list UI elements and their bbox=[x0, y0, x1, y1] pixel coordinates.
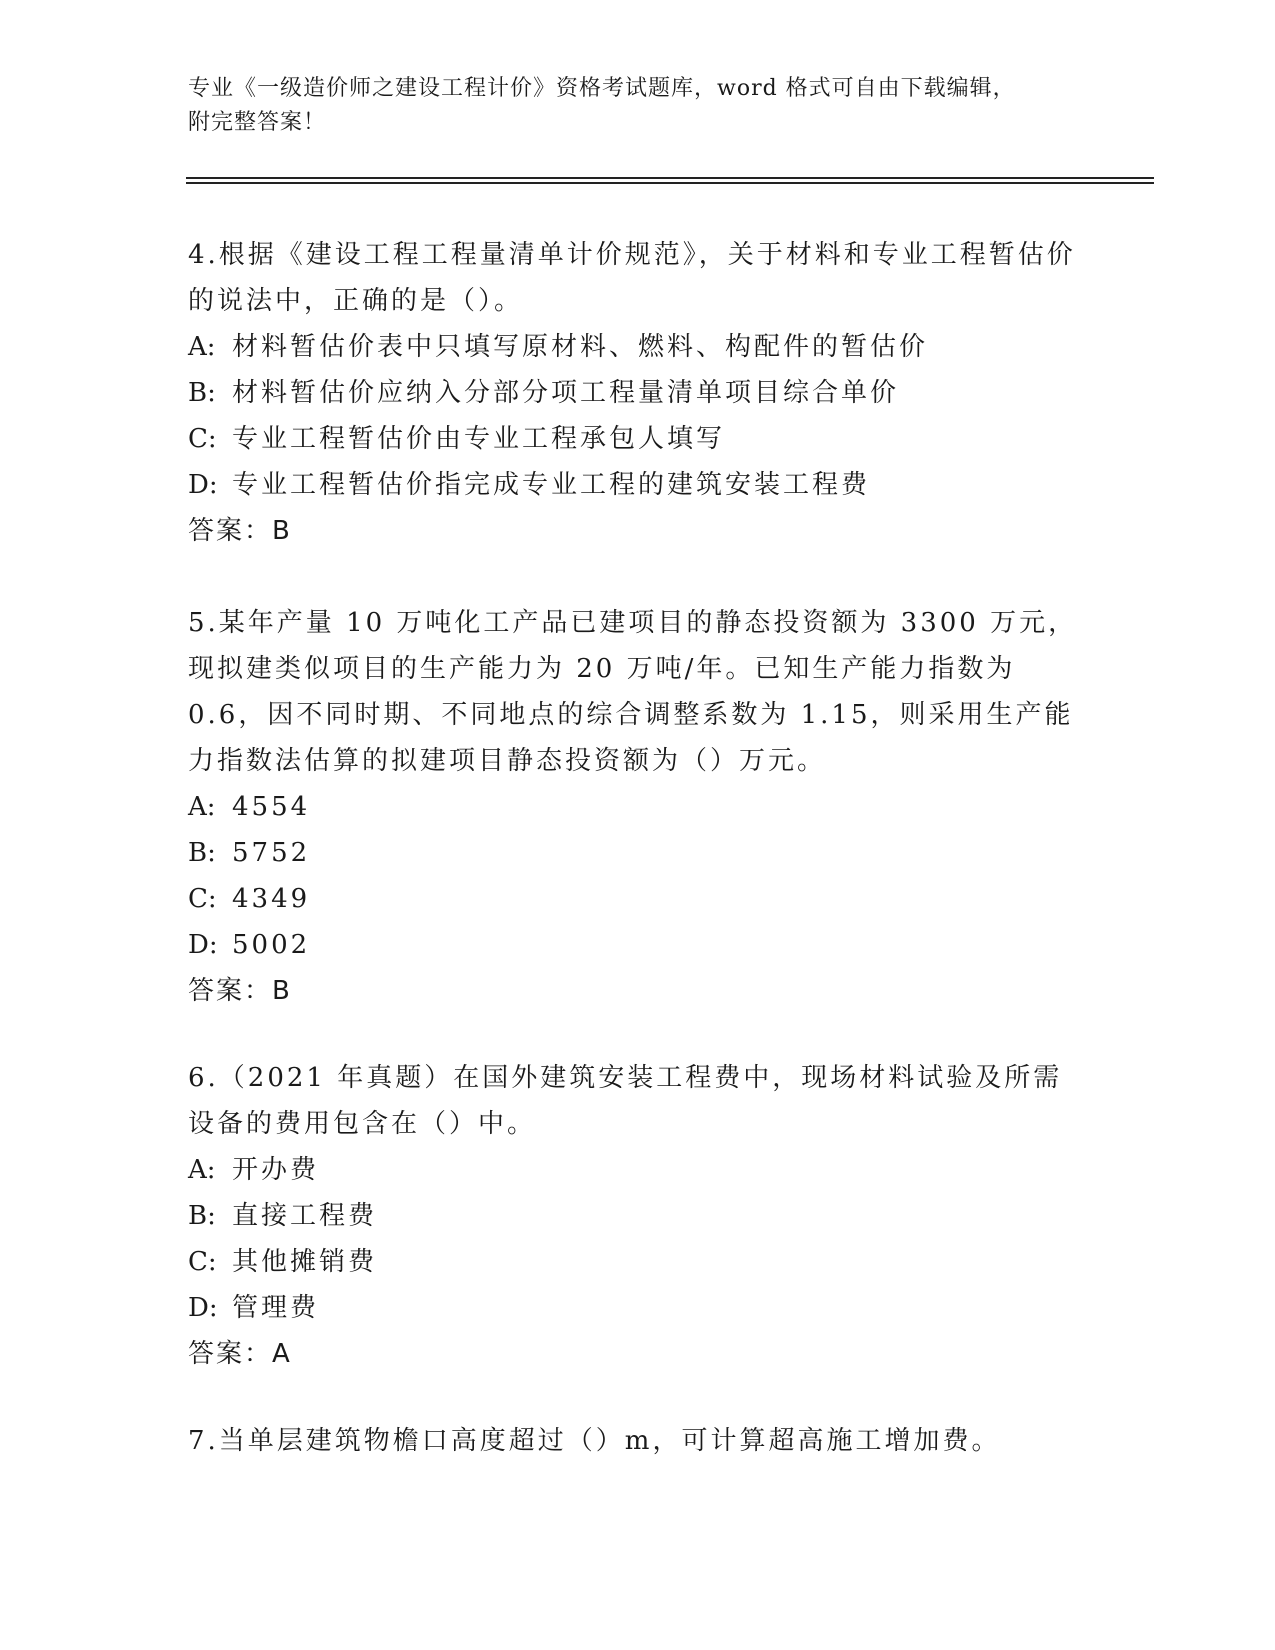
option-letter: C: bbox=[188, 424, 217, 454]
option-text: 开办费 bbox=[232, 1155, 320, 1185]
header-divider-bottom bbox=[186, 182, 1154, 184]
answer: 答案：B bbox=[188, 516, 292, 546]
option-text: 材料暂估价应纳入分部分项工程量清单项目综合单价 bbox=[232, 378, 900, 408]
option-letter: C: bbox=[188, 1247, 217, 1277]
header-divider-top bbox=[186, 177, 1154, 179]
option-a bbox=[188, 1147, 1088, 1193]
option-letter: A: bbox=[188, 1155, 216, 1185]
question-stem: 4.根据《建设工程工程量清单计价规范》，关于材料和专业工程暂估价的说法中，正确的是（）。 bbox=[188, 240, 1076, 316]
option-letter: A: bbox=[188, 332, 216, 362]
option-text: 4554 bbox=[232, 792, 311, 822]
option-c bbox=[188, 1239, 1088, 1285]
option-letter: D: bbox=[188, 930, 218, 960]
header-line-2: 附完整答案！ bbox=[188, 110, 327, 135]
option-c bbox=[188, 876, 1088, 922]
option-text: 其他摊销费 bbox=[232, 1247, 378, 1277]
option-letter: A: bbox=[188, 792, 216, 822]
option-a bbox=[188, 784, 1088, 830]
document-header bbox=[188, 72, 1088, 140]
question-5 bbox=[188, 600, 1088, 1014]
option-d bbox=[188, 462, 1088, 508]
option-d bbox=[188, 1285, 1088, 1331]
option-b bbox=[188, 370, 1088, 416]
option-letter: D: bbox=[188, 1293, 218, 1323]
option-text: 材料暂估价表中只填写原材料、燃料、构配件的暂估价 bbox=[232, 332, 929, 362]
option-text: 管理费 bbox=[232, 1293, 320, 1323]
question-6 bbox=[188, 1055, 1088, 1377]
option-text: 专业工程暂估价由专业工程承包人填写 bbox=[232, 424, 726, 454]
option-b bbox=[188, 1193, 1088, 1239]
option-c bbox=[188, 416, 1088, 462]
option-a bbox=[188, 324, 1088, 370]
question-stem: 6.（2021 年真题）在国外建筑安装工程费中，现场材料试验及所需设备的费用包含在（）中。 bbox=[188, 1063, 1063, 1139]
option-d bbox=[188, 922, 1088, 968]
option-letter: D: bbox=[188, 470, 218, 500]
question-4 bbox=[188, 232, 1088, 554]
option-text: 5752 bbox=[232, 838, 311, 868]
question-stem: 5.某年产量 10 万吨化工产品已建项目的静态投资额为 3300 万元，现拟建类似项目的生产能力为 20 万吨/年。已知生产能力指数为 0.6，因不同时期、不同地点的综合调整系数为 1.15，则采用生产能力指数法估算的拟建项目静态投资额为（）万元。 bbox=[188, 608, 1078, 776]
option-letter: B: bbox=[188, 1201, 216, 1231]
question-7 bbox=[188, 1418, 1088, 1464]
option-letter: C: bbox=[188, 884, 217, 914]
question-stem: 7.当单层建筑物檐口高度超过（）m，可计算超高施工增加费。 bbox=[188, 1426, 1001, 1456]
option-text: 直接工程费 bbox=[232, 1201, 378, 1231]
header-line-1: 专业《一级造价师之建设工程计价》资格考试题库，word 格式可自由下载编辑， bbox=[188, 76, 1016, 101]
answer: 答案：B bbox=[188, 976, 292, 1006]
option-letter: B: bbox=[188, 378, 216, 408]
option-text: 4349 bbox=[232, 884, 311, 914]
option-text: 5002 bbox=[232, 930, 311, 960]
option-text: 专业工程暂估价指完成专业工程的建筑安装工程费 bbox=[232, 470, 871, 500]
answer: 答案：A bbox=[188, 1339, 292, 1369]
option-letter: B: bbox=[188, 838, 216, 868]
option-b bbox=[188, 830, 1088, 876]
